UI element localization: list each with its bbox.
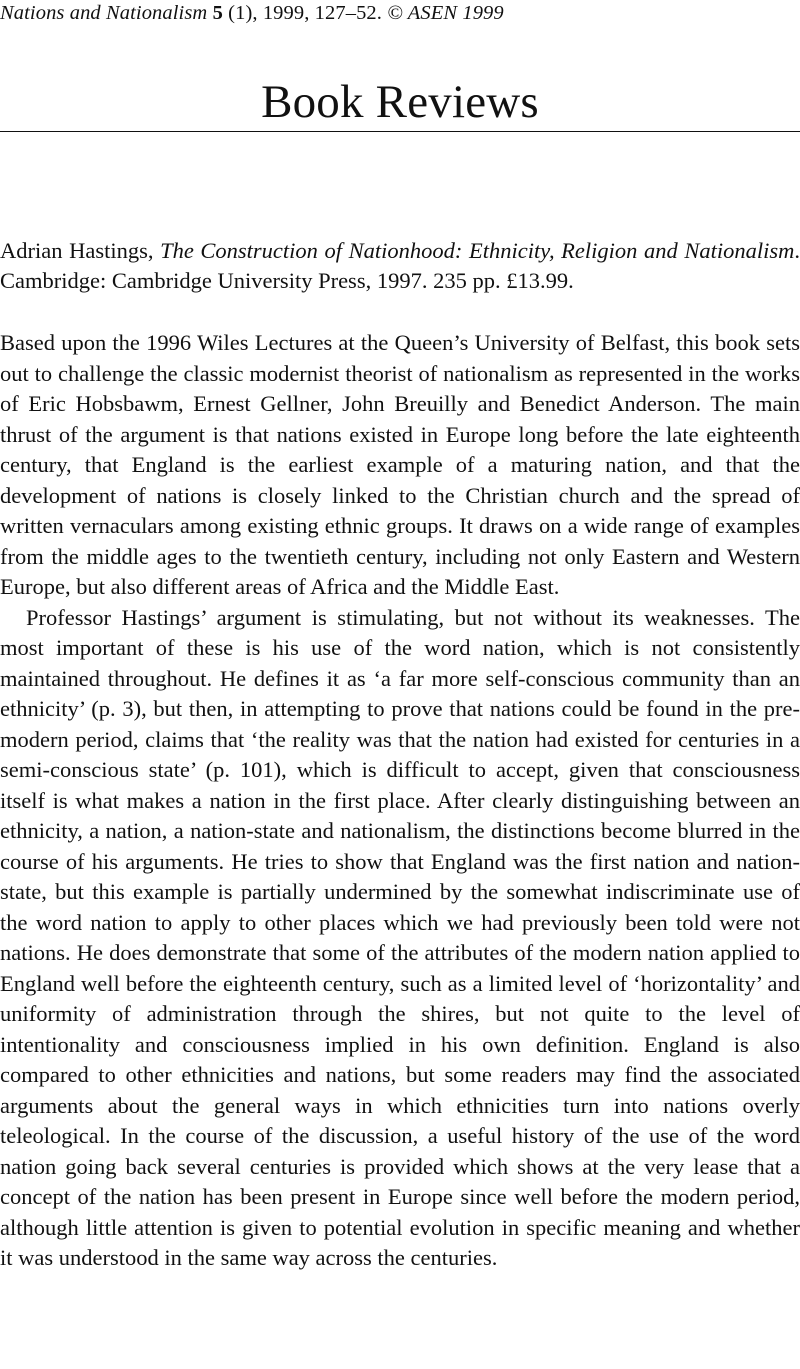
page-title: Book Reviews <box>261 76 539 128</box>
book-citation <box>0 236 800 296</box>
title-divider <box>0 131 800 132</box>
review-paragraph: Based upon the 1996 Wiles Lectures at the Queen’s University of Belfast, this book sets out to challenge the classic modernist theorist of nationalism as represented in the works of Eric Hobsbawm, Ernest Gellner, John Breuilly and Benedict Anderson. The main thrust of the argument is that nations existed in Europe long before the late eighteenth century, that England is the earliest example of a maturing nation, and that the development of nations is closely linked to the Christian church and the spread of written vernaculars among existing ethnic groups. It draws on a wide range of examples from the middle ages to the twentieth century, including not only Eastern and Western Europe, but also different areas of Africa and the Middle East. <box>0 330 800 599</box>
citation-publication: . Cambridge: Cambridge University Press, 1997. 235 pp. £13.99. <box>0 238 800 293</box>
journal-volume: 5 <box>212 2 223 24</box>
journal-name: Nations and Nationalism <box>0 2 208 24</box>
journal-copyright: © ASEN 1999 <box>387 2 504 24</box>
review-body <box>0 328 800 1274</box>
journal-issue-year-pages: (1), 1999, 127–52. <box>222 2 388 24</box>
citation-book-title: The Construction of Nationhood: Ethnicity, Religion and Nationalism <box>160 238 795 263</box>
citation-author: Adrian Hastings, <box>0 238 161 263</box>
review-paragraph: Professor Hastings’ argument is stimulating, but not without its weaknesses. The most important of these is his use of the word nation, which is not consistently maintained throughout. He defines it as ‘a far more self-conscious community than an ethnicity’ (p. 3), but then, in attempting to prove that nations could be found in the pre-modern period, claims that ‘the reality was that the nation had existed for centuries in a semi-conscious state’ (p. 101), which is difficult to accept, given that consciousness itself is what makes a nation in the first place. After clearly distinguishing between an ethnicity, a nation, a nation-state and nationalism, the distinctions become blurred in the course of his arguments. He tries to show that England was the first nation and nation-state, but this example is partially undermined by the somewhat indiscriminate use of the word nation to apply to other places which we had previously been told were not nations. He does demonstrate that some of the attributes of the modern nation applied to England well before the eighteenth century, such as a limited level of ‘horizontality’ and uniformity of administration through the shires, but not quite to the level of intentionality and consciousness implied in his own definition. England is also compared to other ethnicities and nations, but some readers may find the associated arguments about the general ways in which ethnicities turn into nations overly teleological. In the course of the discussion, a useful history of the use of the word nation going back several centuries is provided which shows at the very lease that a concept of the nation has been present in Europe since well before the modern period, although little attention is given to potential evolution in specific meaning and whether it was understood in the same way across the centuries. <box>0 604 800 1270</box>
journal-header <box>0 0 800 26</box>
